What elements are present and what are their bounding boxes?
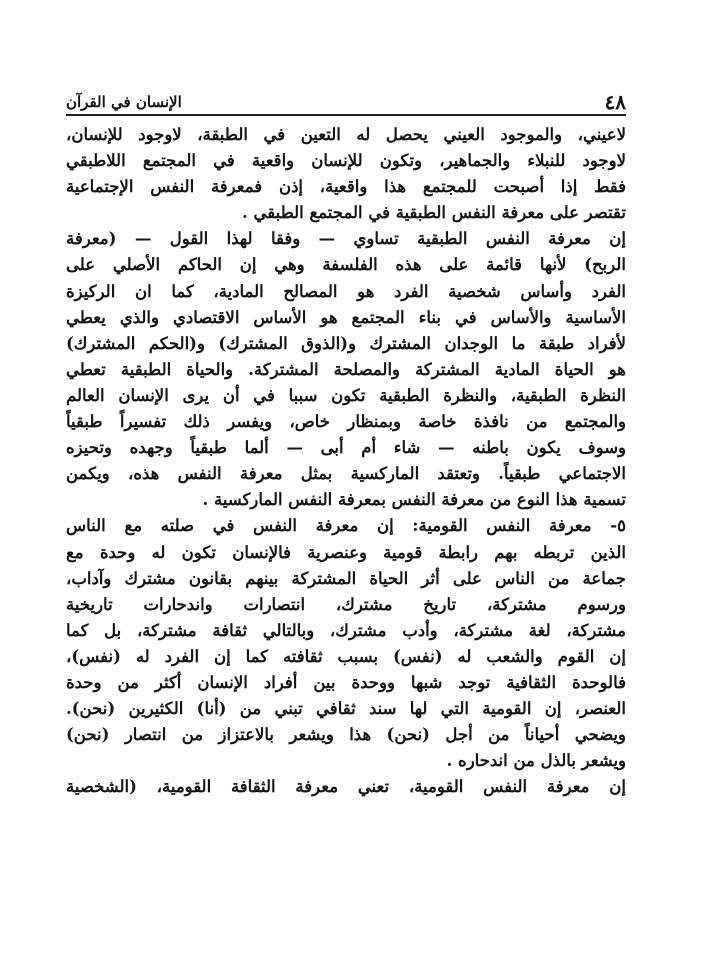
text-line: وسوف يكون باطنه — شاء أم أبى — ألما طبقياً وجهده وتحيزه (66, 438, 626, 458)
header-divider (66, 114, 626, 116)
text-line: إن معرفة النفس الطبقية تساوي — وفقا لهذا القول — (معرفة (66, 229, 626, 249)
text-line: إن القوم والشعب له (نفس) بسبب ثقافته كما إن الفرد له (نفس)، (66, 646, 626, 666)
text-line: العنصر، إن القومية التي لها سند ثقافي تبني من (أنا) الكثيرين (نحن). (66, 699, 626, 719)
text-line: ٥- معرفة النفس القومية: إن معرفة النفس في صلته مع الناس (66, 516, 626, 536)
body-text (66, 122, 626, 800)
text-line: تسمية هذا النوع من معرفة النفس بمعرفة النفس الماركسية . (202, 490, 626, 510)
text-line: لاعيني، والموجود العيني يحصل له التعين في الطبقة، لاوجود للإنسان، (66, 125, 626, 144)
text-line: تقتصر على معرفة النفس الطبقية في المجتمع الطبقي . (242, 203, 626, 223)
text-line: والمجتمع من نافذة خاصة وبمنظار خاص، ويفسر ذلك تفسيراً طبقياً (66, 412, 626, 432)
text-line: فقط إذا أصبحت للمجتمع هذا واقعية، إذن فمعرفة النفس الإجتماعية (66, 177, 626, 197)
text-line: لاوجود للنبلاء والجماهير، وتكون للإنسان واقعية في المجتمع اللاطبقي (66, 151, 626, 171)
page-header (66, 78, 626, 114)
text-line: الأساسية والأساس في بناء المجتمع هو الأساس الاقتصادي والذي يعطي (66, 307, 626, 327)
text-line: لأفراد طبقة ما الوجدان المشترك و(الذوق المشترك) و(الحكم المشترك) (66, 333, 626, 353)
text-line: إن معرفة النفس القومية، تعني معرفة الثقافة القومية، (الشخصية (66, 777, 626, 797)
text-line: جماعة من الناس على أثر الحياة المشتركة بينهم بقانون مشترك وآداب، (66, 568, 626, 588)
text-line: الفرد وأساس شخصية الفرد هو المصالح المادية، كما ان الركيزة (66, 281, 626, 301)
text-line: الربح) لأنها قائمة على هذه الفلسفة وهي إن الحاكم الأصلي على (66, 255, 626, 275)
text-line: مشتركة، لغة مشتركة، وأدب مشترك، وبالتالي ثقافة مشتركة، بل كما (66, 620, 626, 640)
text-line: الاجتماعي طبقياً. وتعتقد الماركسية بمثل معرفة النفس هذه، ويكمن (66, 464, 626, 484)
text-line: الذين تربطه بهم رابطة قومية وعنصرية فالإنسان تكون له وحدة مع (66, 542, 626, 562)
running-title: الإنسان في القرآن (66, 93, 182, 111)
text-line: فالوحدة الثقافية توجد شبها ووحدة بين أفراد الإنسان أكثر من وحدة (66, 672, 626, 692)
text-line: ورسوم مشتركة، تاريخ مشترك، انتصارات واندحارات تاريخية (66, 594, 626, 614)
text-line: ويشعر بالذل من اندحاره . (446, 751, 626, 771)
page-number: ٤٨ (604, 90, 626, 114)
text-line: النظرة الطبقية، والنظرة الطبقية تكون سببا في أن يرى الإنسان العالم (66, 385, 626, 405)
text-line: ويضحي أحياناً من أجل (نحن) هذا ويشعر بالاعتزاز من انتصار (نحن) (66, 725, 626, 745)
text-line: هو الحياة المادية المشتركة والمصلحة المشتركة. والحياة الطبقية تعطي (66, 359, 626, 379)
